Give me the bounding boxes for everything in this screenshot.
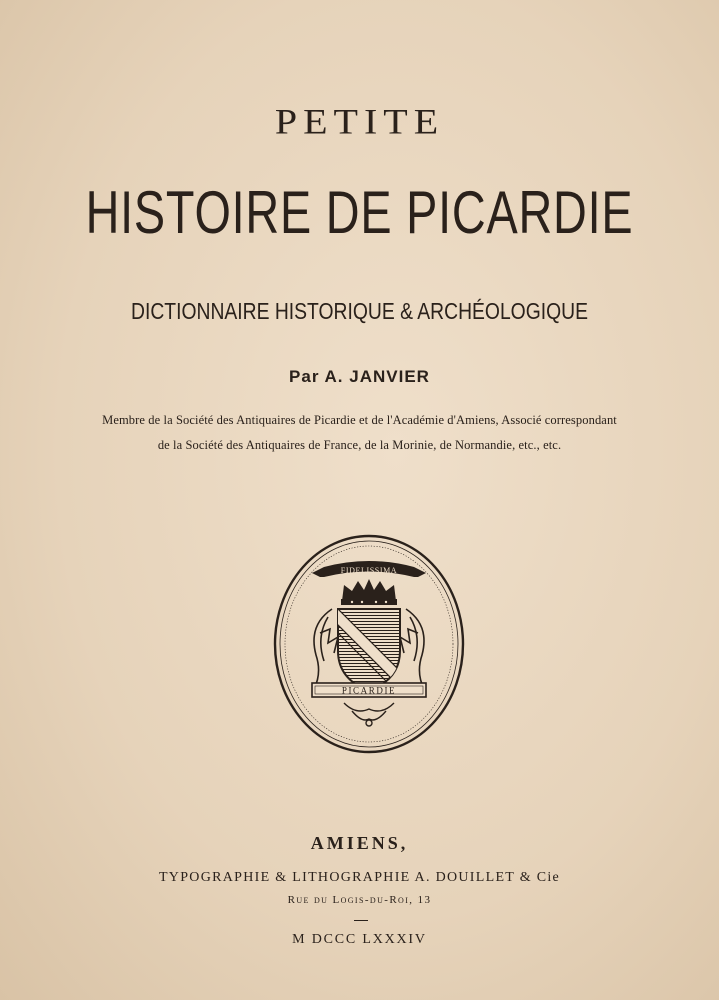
crown-icon xyxy=(341,579,397,605)
main-title: HISTOIRE DE PICARDIE xyxy=(85,179,634,246)
picardie-seal-emblem xyxy=(272,533,466,755)
affiliation-line-1: Membre de la Société des Antiquaires de Picardie et de l'Académie d'Amiens, Associé correspondant xyxy=(102,413,617,427)
author-line: Par A. JANVIER xyxy=(289,367,430,386)
seal-bottom-banner-text: PICARDIE xyxy=(341,685,397,696)
imprint-city: AMIENS, xyxy=(310,833,409,853)
seal-bottom-banner xyxy=(312,683,426,697)
imprint-divider xyxy=(354,920,368,921)
scroll-ornament xyxy=(344,703,394,726)
subtitle: DICTIONNAIRE HISTORIQUE & ARCHÉOLOGIQUE xyxy=(131,298,588,324)
imprint-printer: TYPOGRAPHIE & LITHOGRAPHIE A. DOUILLET & Cie xyxy=(158,870,561,885)
affiliation-line-2: de la Société des Antiquaires de France, de la Morinie, de Normandie, etc., etc. xyxy=(157,438,562,452)
seal-top-banner xyxy=(312,561,426,577)
imprint-year: M DCCC LXXXIV xyxy=(292,932,427,947)
seal-top-banner-text: FIDELISSIMA xyxy=(340,566,398,575)
imprint-address: Rue du Logis-du-Roi, 13 xyxy=(287,894,432,906)
pre-title: PETITE xyxy=(274,101,445,142)
